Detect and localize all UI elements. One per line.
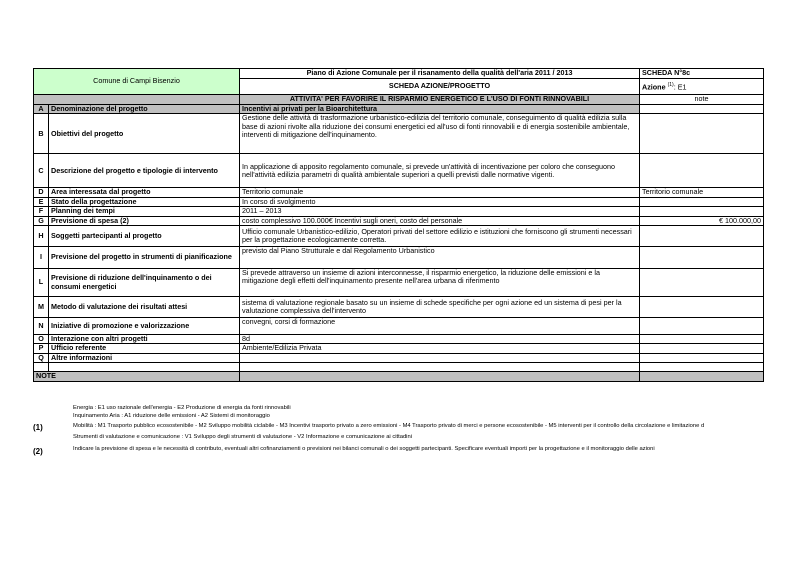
- plan-title: Piano di Azione Comunale per il risanamento della qualità dell'aria 2011 / 2013: [240, 69, 640, 79]
- row-content: costo complessivo 100.000€ Incentivi sugli oneri, costo del personale: [240, 216, 640, 225]
- row-letter: B: [34, 114, 49, 154]
- row-content: Incentivi ai privati per la Bioarchitettura: [240, 105, 640, 114]
- row-note: [640, 297, 764, 318]
- row-note: [640, 247, 764, 269]
- footnote-spesa-text: Indicare la previsione di spesa e le necessità di contributo, eventuali altri cofinanziamenti o previsioni nei bilanci comunali o dei soggetti partecipanti. Specificare eventuali importi per la progettazione e il monitoraggio delle azioni: [73, 446, 655, 452]
- row-content: Territorio comunale: [240, 188, 640, 197]
- spacer-cell: [34, 363, 49, 372]
- table-row: [34, 247, 764, 269]
- row-note: € 100.000,00: [640, 216, 764, 225]
- row-content: convegni, corsi di formazione: [240, 318, 640, 335]
- footnote-inquinamento: [33, 412, 763, 420]
- row-label: Metodo di valutazione dei risultati attesi: [49, 297, 240, 318]
- row-label: Ufficio referente: [49, 344, 240, 353]
- row-letter: F: [34, 207, 49, 216]
- row-note: [640, 344, 764, 353]
- note-content: [240, 372, 640, 381]
- row-note: Territorio comunale: [640, 188, 764, 197]
- row-content: Si prevede attraverso un insieme di azioni interconnesse, il risparmio energetico, la riduzione delle emissioni e la mitigazione degli effetti dell'inquinamento presente nell'area urbana di riferimento: [240, 269, 640, 297]
- scheda-table: [33, 68, 764, 382]
- activity-title: ATTIVITA' PER FAVORIRE IL RISPARMIO ENERGETICO E L'USO DI FONTI RINNOVABILI: [240, 95, 640, 105]
- footnote-mobilita-text: Mobilità : M1 Trasporto pubblico ecosostenibile - M2 Sviluppo mobilità ciclabile - M3 Incentivi trasporto privato a zero emissioni - M4 Trasporto privato di merci e persone ecosostenibile - M5 interventi per il controllo della circolazione e limitazione d: [73, 423, 705, 429]
- row-content: previsto dal Piano Strutturale e dal Regolamento Urbanistico: [240, 247, 640, 269]
- row-note: [640, 353, 764, 362]
- footnote-inquinamento-text: Inquinamento Aria : A1 riduzione delle emissioni - A2 Sistemi di monitoraggio: [73, 413, 270, 419]
- table-row: [34, 226, 764, 247]
- table-row: [34, 318, 764, 335]
- row-letter: G: [34, 216, 49, 225]
- scheda-title: SCHEDA AZIONE/PROGETTO: [240, 79, 640, 95]
- row-content: sistema di valutazione regionale basato su un insieme di schede specifiche per ogni azione ed un sistema di pesi per la valutazione complessiva dell'intervento: [240, 297, 640, 318]
- footnote-mobilita: [33, 422, 763, 430]
- row-letter: O: [34, 335, 49, 344]
- table-row: [34, 188, 764, 197]
- azione-footnote-ref: (1): [667, 82, 674, 89]
- row-note: [640, 226, 764, 247]
- row-label: Descrizione del progetto e tipologie di intervento: [49, 154, 240, 188]
- row-note: [640, 105, 764, 114]
- row-content: 8d: [240, 335, 640, 344]
- table-row: [34, 105, 764, 114]
- row-letter: Q: [34, 353, 49, 362]
- row-label: Previsione di spesa (2): [49, 216, 240, 225]
- azione-label: Azione: [642, 82, 668, 92]
- footnote-energia: [33, 404, 763, 412]
- row-label: Planning dei tempi: [49, 207, 240, 216]
- row-content: In corso di svolgimento: [240, 197, 640, 206]
- row-letter: L: [34, 269, 49, 297]
- row-note: [640, 207, 764, 216]
- footnote-1-number: (1): [33, 423, 43, 432]
- table-row: [34, 197, 764, 206]
- row-letter: E: [34, 197, 49, 206]
- azione-value: : E1: [673, 82, 687, 92]
- table-row: [34, 269, 764, 297]
- azione-cell: [640, 79, 764, 95]
- table-row: [34, 207, 764, 216]
- footnote-spesa: [33, 445, 763, 456]
- row-label: Soggetti partecipanti al progetto: [49, 226, 240, 247]
- row-content: In applicazione di apposito regolamento comunale, si prevede un'attività di incentivazione per coloro che conseguono nell'attività edilizia parametri di qualità ambientale superiori a quelli previsti dalle normative vigenti.: [240, 154, 640, 188]
- row-label: Denominazione del progetto: [49, 105, 240, 114]
- note-extra: [640, 372, 764, 381]
- footnote-2-number: (2): [33, 447, 43, 456]
- row-content: 2011 – 2013: [240, 207, 640, 216]
- spacer-cell: [640, 363, 764, 372]
- table-row: [34, 353, 764, 362]
- scheda-number: SCHEDA N°8c: [640, 69, 764, 79]
- table-row: [34, 335, 764, 344]
- table-row: [34, 297, 764, 318]
- row-label: Obiettivi del progetto: [49, 114, 240, 154]
- row-letter: N: [34, 318, 49, 335]
- row-label: Stato della progettazione: [49, 197, 240, 206]
- row-note: [640, 114, 764, 154]
- row-label: Interazione con altri progetti: [49, 335, 240, 344]
- row-content: Gestione delle attività di trasformazione urbanistico-edilizia del territorio comunale, conseguimento di qualità edilizia sulla base di azioni rivolte alla riduzione dei consumi energetici ed all'uso di fonti rinnovabili e di energia sostenibile ambientale, interventi di mitigazione dell'inquinamento.: [240, 114, 640, 154]
- row-letter: D: [34, 188, 49, 197]
- note-label: NOTE: [34, 372, 240, 381]
- row-note: [640, 269, 764, 297]
- table-row: [34, 114, 764, 154]
- row-note: [640, 335, 764, 344]
- row-letter: I: [34, 247, 49, 269]
- row-letter: A: [34, 105, 49, 114]
- row-letter: H: [34, 226, 49, 247]
- row-letter: M: [34, 297, 49, 318]
- footnotes: [33, 404, 763, 456]
- row-letter: P: [34, 344, 49, 353]
- row-note: [640, 318, 764, 335]
- comune-name: Comune di Campi Bisenzio: [34, 69, 240, 95]
- row-note: [640, 154, 764, 188]
- table-row: [34, 154, 764, 188]
- footnote-strumenti-text: Strumenti di valutazione e comunicazione : V1 Sviluppo degli strumenti di valutazione - V2 Informazione e comunicazione ai cittadini: [73, 434, 412, 440]
- footnote-strumenti: [33, 433, 763, 441]
- spacer-cell: [240, 363, 640, 372]
- row-content: Ufficio comunale Urbanistico-edilizio, Operatori privati del settore edilizio e istituzioni che forniscono gli strumenti necessari per la progettazione ecologicamente corretta.: [240, 226, 640, 247]
- row-note: [640, 197, 764, 206]
- table-row: [34, 216, 764, 225]
- row-label: Previsione del progetto in strumenti di pianificazione: [49, 247, 240, 269]
- row-label: Area interessata dal progetto: [49, 188, 240, 197]
- spacer-cell: [49, 363, 240, 372]
- note-row: [34, 372, 764, 381]
- row-content: Ambiente/Edilizia Privata: [240, 344, 640, 353]
- activity-spacer: [34, 95, 240, 105]
- spacer-row: [34, 363, 764, 372]
- table-row: [34, 344, 764, 353]
- footnote-energia-text: Energia : E1 uso razionale dell'energia - E2 Produzione di energia da fonti rinnovabili: [73, 405, 291, 411]
- row-label: Altre informazioni: [49, 353, 240, 362]
- row-content: [240, 353, 640, 362]
- row-label: Iniziative di promozione e valorizzazione: [49, 318, 240, 335]
- row-label: Previsione di riduzione dell'inquinamento o dei consumi energetici: [49, 269, 240, 297]
- note-header: note: [640, 95, 764, 105]
- row-letter: C: [34, 154, 49, 188]
